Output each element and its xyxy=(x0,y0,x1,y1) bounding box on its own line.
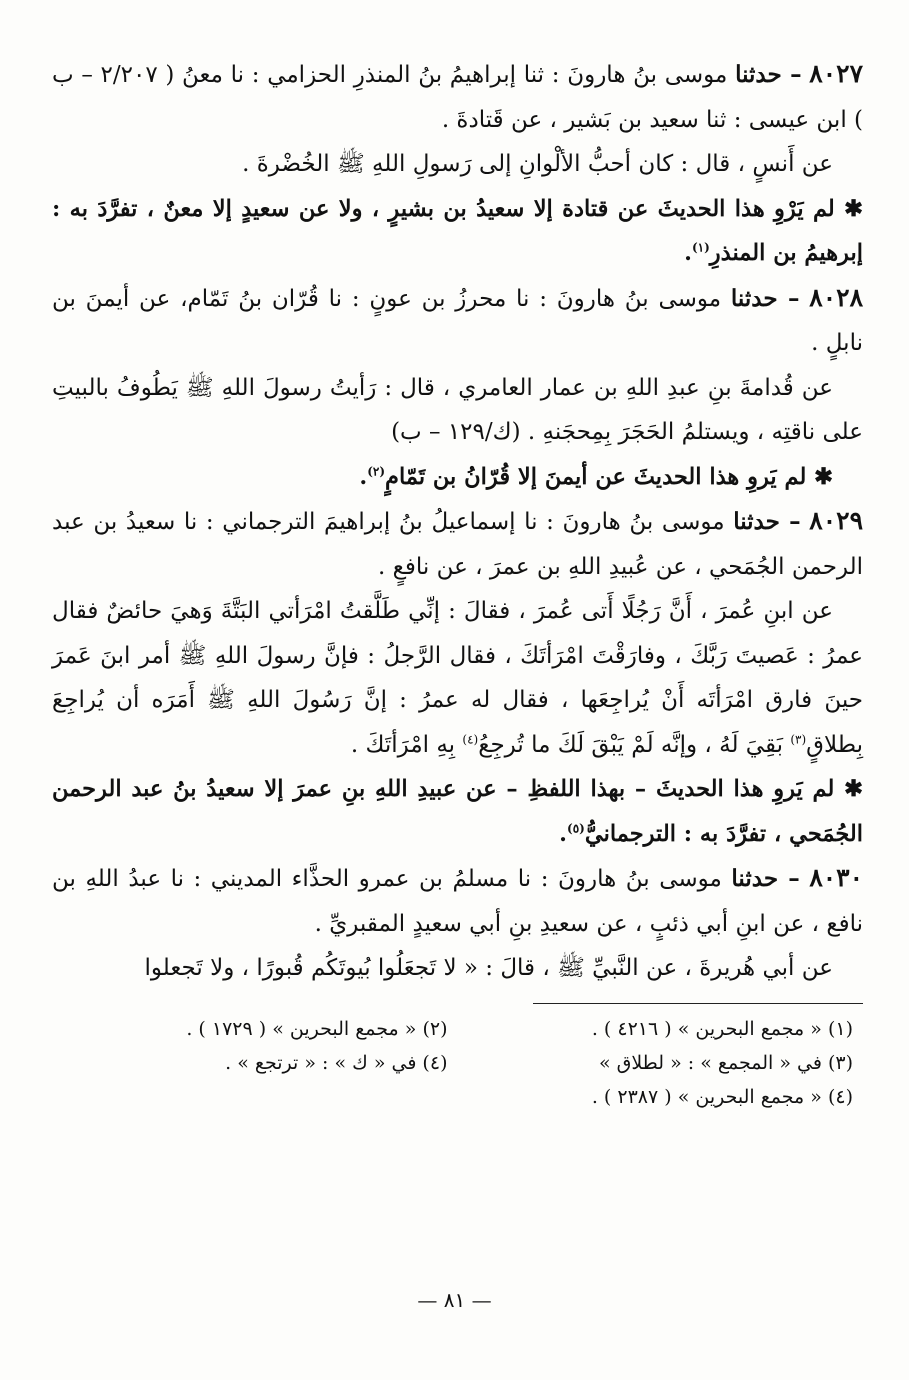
hadith-matn: عن أَنسٍ ، قال : كان أحبُّ الألْوانِ إلى رَسولِ اللهِ ﷺ الخُضْرةَ . xyxy=(242,151,833,177)
isnad-text: موسى بنُ هارونَ : نا إسماعيلُ بنُ إبراهيمَ الترجماني : نا سعيدُ بن عبد الرحمن الجُمَحي ، عن عُبيدِ اللهِ بن عمرَ ، عن نافعٍ . xyxy=(52,509,863,580)
footnote: (٢) « مجمع البحرين » ( ١٧٢٩ ) . xyxy=(186,1017,448,1040)
hadith-comment: ✱ لم يَروِ هذا الحديثَ عن أيمنَ إلا قُرّانُ بن تَمّامٍ$^{(٢)}$. xyxy=(359,463,833,490)
isnad-text: موسى بنُ هارونَ : ثنا إبراهيمُ بنُ المنذرِ الحزامي : نا معنُ ( ٢/٢٠٧ – ب ) ابن عيسى : ثنا سعيد بن بَشير ، عن قَتادةَ . xyxy=(52,62,863,133)
hadith-matn: عن قُدامةَ بنِ عبدِ اللهِ بن عمار العامري ، قال : رَأيتُ رسولَ اللهِ ﷺ يَطُوفُ بالبيتِ على ناقتِه ، ويستلمُ الحَجَرَ بِمِحجَنهِ . (ك/١٢٩ – ب) xyxy=(52,374,863,445)
footnote: (٤) « مجمع البحرين » ( ٢٣٨٧ ) . xyxy=(591,1085,853,1108)
hadith-number: ٨٠٣٠ xyxy=(809,863,864,892)
hadith-isnad xyxy=(52,856,863,946)
footnotes xyxy=(52,1012,863,1114)
comment-text: ✱ لم يَروِ هذا الحديثَ عن أيمنَ إلا قُرّانُ بن تَمّامٍ xyxy=(385,463,833,490)
matn-part: عن ابنِ عُمرَ ، أَنَّ رَجُلًا أَتى عُمرَ ، فقالَ : إنِّي طَلَّقتُ امْرَأتي البَتَّةَ وَهيَ حائضٌ فقال عمرُ : عَصيتَ رَبَّكَ ، وفارَقْتَ امْرَأتَكَ ، فقال الرَّجلُ : فإنَّ رسولَ اللهِ ﷺ أمر ابنَ عَمرَ حينَ فارق امْرَأتَه أَنْ يُراجِعَها ، فقال له عمرُ : إنَّ رَسُولَ اللهِ ﷺ أَمَرَه أن يُراجِعَ بِطلاقٍ xyxy=(52,598,863,758)
comment-text: ✱ لم يَروِ هذا الحديثَ – بهذا اللفظِ – عن عبيدِ اللهِ بنِ عمرَ إلا سعيدُ بنُ عبد الرحمن الجُمَحي ، تفرَّدَ به : الترجمانيُّ xyxy=(52,776,863,847)
isnad-text: موسى بنُ هارونَ : نا محرزُ بن عونٍ : نا قُرّان بنُ تَمّام، عن أيمنَ بن نابلٍ . xyxy=(52,285,863,356)
hadith-matn xyxy=(52,589,863,767)
hadith-isnad xyxy=(52,276,863,366)
matn-part: بِهِ امْرَأتَكَ . xyxy=(350,731,456,758)
hadith-isnad xyxy=(52,52,863,142)
hadith-number: ٨٠٢٩ xyxy=(809,506,863,535)
isnad-text: موسى بنُ هارونَ : نا مسلمُ بن عمرو الحذَّاء المديني : نا عبدُ اللهِ بن نافع ، عن ابنِ أبي ذئبٍ ، عن سعيدِ بنِ أبي سعيدٍ المقبريِّ . xyxy=(52,866,863,937)
isnad-lead: – حدثنا xyxy=(735,61,802,88)
footnote-ref: (١) xyxy=(691,240,710,255)
hadith-number: ٨٠٢٧ xyxy=(809,59,863,88)
isnad-lead: – حدثنا xyxy=(733,508,801,535)
footnote: (٣) في « المجمع » : « لطلاق » xyxy=(598,1051,853,1074)
hadith-comment: ✱ لم يَرْوِ هذا الحديثَ عن قتادة إلا سعيدُ بن بشيرٍ ، ولا عن سعيدٍ إلا معنٌ ، تفرَّدَ به : إبرهيمُ بن المنذرِ$^{(١)}$. xyxy=(52,195,863,266)
hadith-isnad xyxy=(52,499,863,589)
isnad-lead: – حدثنا xyxy=(730,284,800,312)
isnad-lead: – حدثنا xyxy=(731,865,800,892)
footnote-divider xyxy=(533,1003,863,1004)
footnote-row xyxy=(52,1080,863,1114)
hadith-matn: عن أبي هُريرةَ ، عن النَّبيِّ ﷺ ، قالَ : « لا تَجعَلُوا بُيوتَكُم قُبورًا ، ولا تَجعلوا xyxy=(144,955,833,981)
hadith-number: ٨٠٢٨ xyxy=(809,282,864,312)
footnote-row xyxy=(52,1012,863,1046)
footnote-ref: (٢) xyxy=(367,464,386,478)
footnote-ref: (٥) xyxy=(567,821,585,835)
footnote-row xyxy=(52,1046,863,1080)
footnote-ref: (٤) xyxy=(462,731,479,746)
hadith-comment: ✱ لم يَروِ هذا الحديثَ – بهذا اللفظِ – عن عبيدِ اللهِ بنِ عمرَ إلا سعيدُ بنُ عبد الرحمن الجُمَحي ، تفرَّدَ به : الترجمانيُّ$^{(٥)}$. xyxy=(52,776,863,847)
comment-text: ✱ لم يَرْوِ هذا الحديثَ عن قتادة إلا سعيدُ بن بشيرٍ ، ولا عن سعيدٍ إلا معنٌ ، تفرَّدَ به : إبرهيمُ بن المنذرِ xyxy=(52,195,863,266)
main-text xyxy=(52,52,863,991)
page-number: — ٨١ — xyxy=(417,1288,492,1312)
matn-part: بَقِيَ لَهُ ، وإنَّه لَمْ يَبْقَ لَكَ ما تُرجِعُ xyxy=(478,731,784,758)
footnote: (٤) في « ك » : « ترتجع » . xyxy=(225,1051,448,1074)
footnote-ref: (٣) xyxy=(790,731,807,746)
footnote: (١) « مجمع البحرين » ( ٤٢١٦ ) . xyxy=(591,1017,853,1040)
